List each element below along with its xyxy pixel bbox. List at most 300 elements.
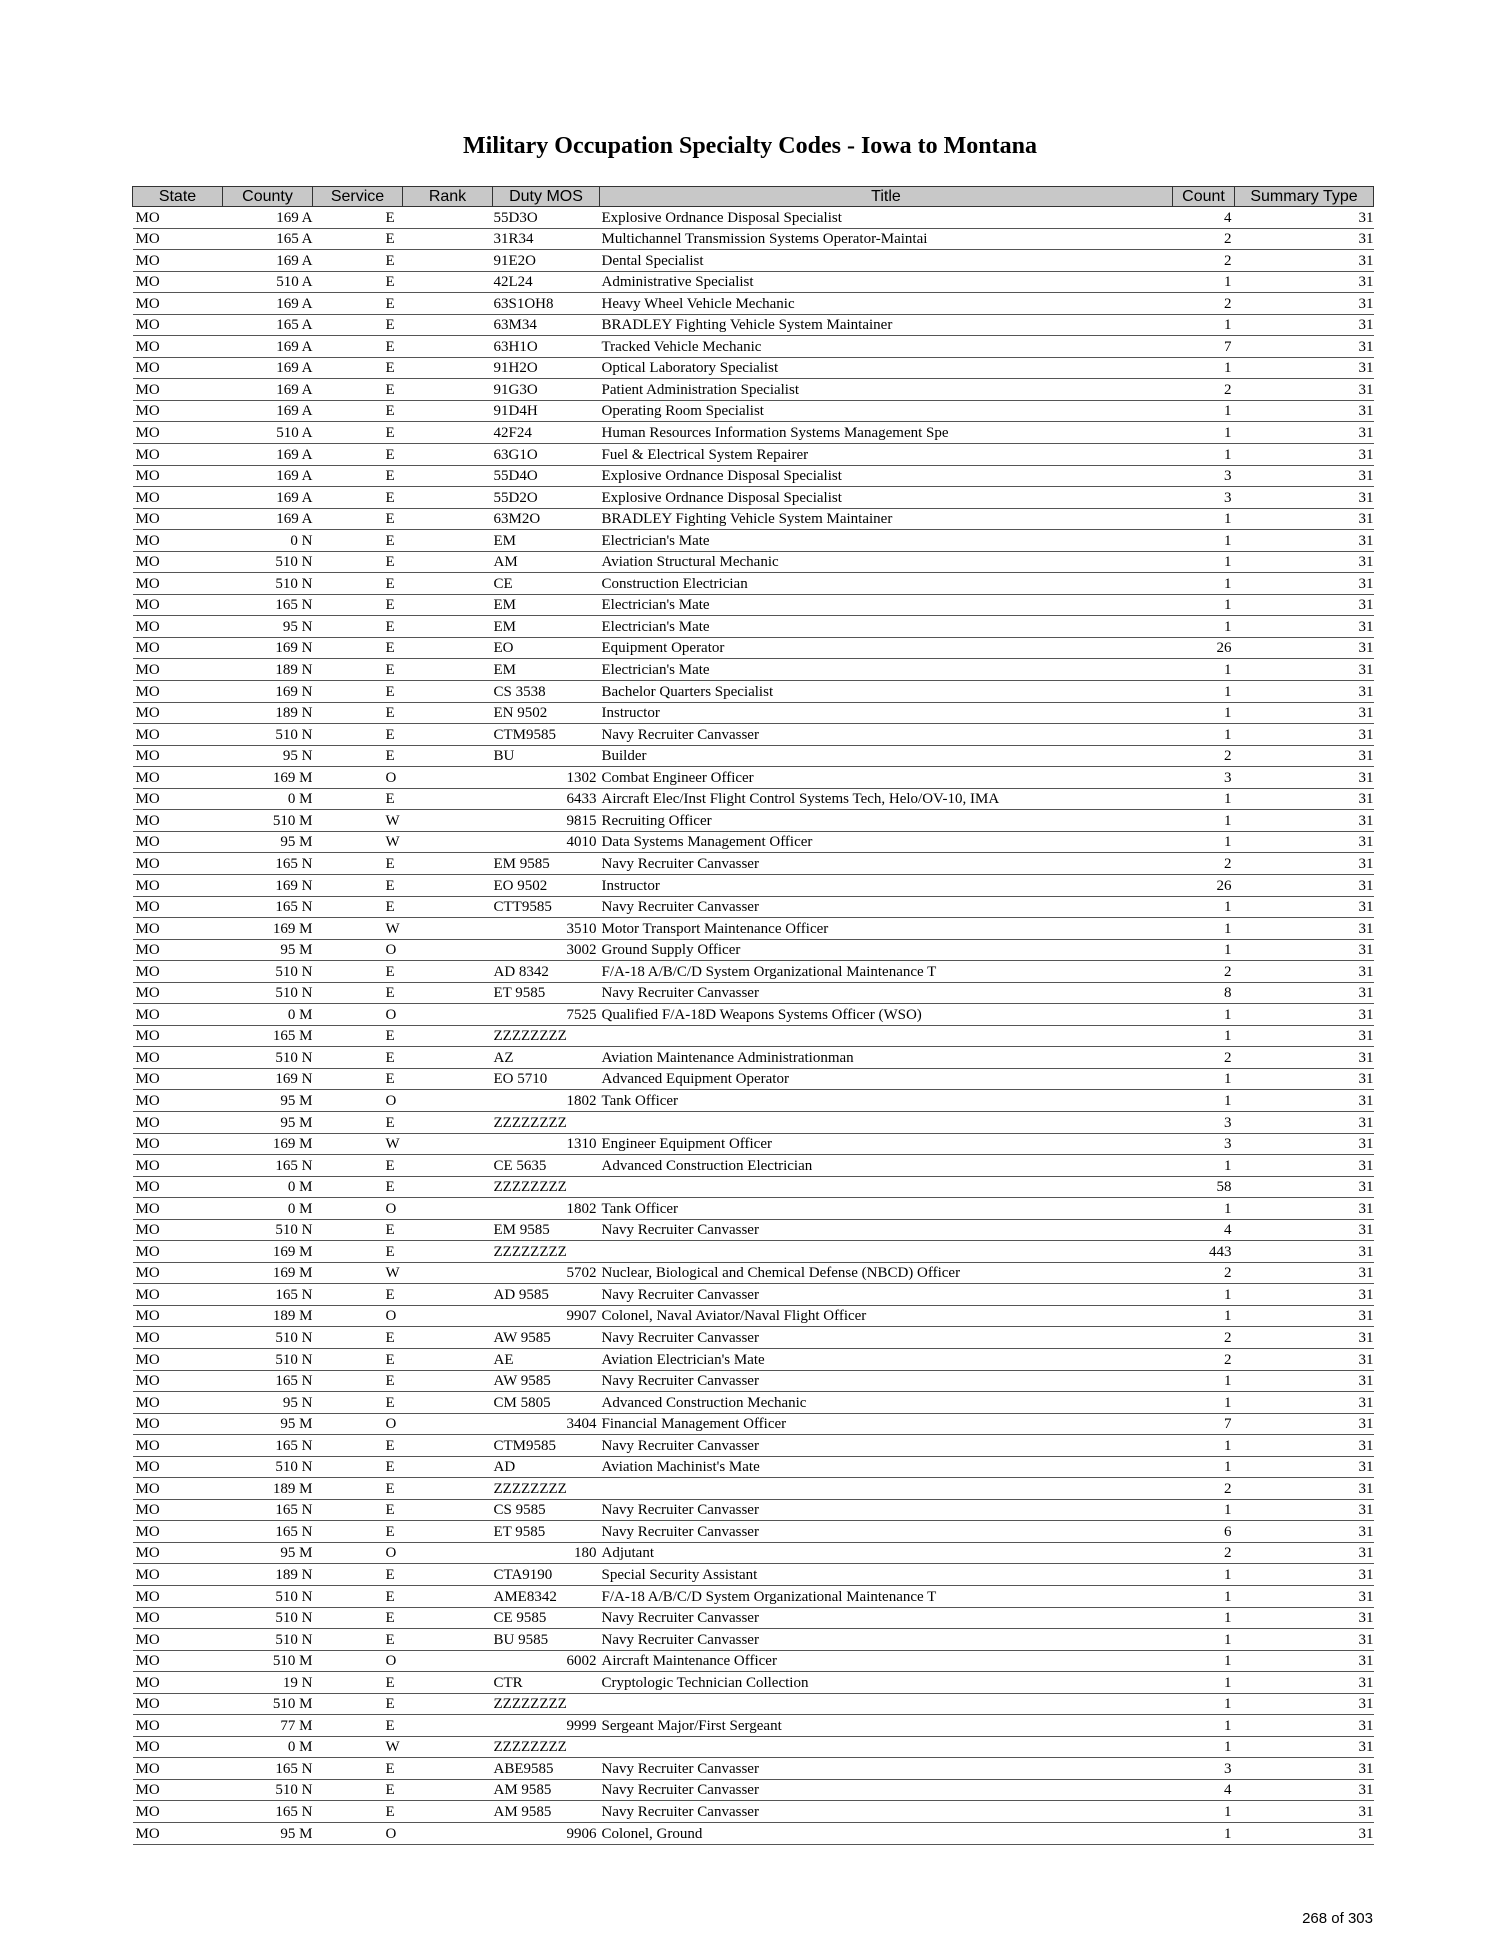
service-cell <box>313 918 403 940</box>
count-cell: 1 <box>1173 1629 1235 1651</box>
state-cell: MO <box>133 1542 223 1564</box>
summary-type-cell: 31 <box>1235 1499 1374 1521</box>
duty-mos-cell: ZZZZZZZZ <box>493 1478 600 1500</box>
service-value: W <box>385 834 400 851</box>
rank-cell <box>403 1284 493 1306</box>
service-cell <box>313 551 403 573</box>
title-cell: Advanced Construction Mechanic <box>600 1392 1173 1414</box>
duty-mos-cell: ZZZZZZZZ <box>493 1241 600 1263</box>
title-cell: Construction Electrician <box>600 573 1173 595</box>
service-cell <box>313 1133 403 1155</box>
service-value: E <box>385 618 395 635</box>
title-cell: Navy Recruiter Canvasser <box>600 724 1173 746</box>
county-cell: 169 A <box>223 336 313 358</box>
service-value: E <box>385 985 395 1002</box>
summary-type-cell: 31 <box>1235 1413 1374 1435</box>
county-cell: 165 N <box>223 853 313 875</box>
summary-type-cell: 31 <box>1235 465 1374 487</box>
service-cell <box>313 659 403 681</box>
service-cell <box>313 1155 403 1177</box>
state-cell: MO <box>133 810 223 832</box>
service-cell <box>313 379 403 401</box>
service-cell <box>313 1198 403 1220</box>
summary-type-cell: 31 <box>1235 637 1374 659</box>
count-cell: 2 <box>1173 1478 1235 1500</box>
state-cell: MO <box>133 1499 223 1521</box>
service-cell <box>313 357 403 379</box>
duty-mos-cell: BU <box>493 745 600 767</box>
count-cell: 1 <box>1173 1607 1235 1629</box>
duty-mos-cell <box>493 1262 600 1284</box>
service-cell <box>313 1693 403 1715</box>
count-cell: 1 <box>1173 1736 1235 1758</box>
title-cell: Aircraft Elec/Inst Flight Control Systems Tech, Helo/OV-10, IMA <box>600 788 1173 810</box>
summary-type-cell: 31 <box>1235 1736 1374 1758</box>
county-cell: 0 N <box>223 530 313 552</box>
rank-cell <box>403 594 493 616</box>
summary-type-cell: 31 <box>1235 1219 1374 1241</box>
service-cell <box>313 1586 403 1608</box>
summary-type-cell: 31 <box>1235 1284 1374 1306</box>
rank-cell <box>403 1478 493 1500</box>
rank-cell <box>403 1629 493 1651</box>
rank-cell <box>403 1586 493 1608</box>
service-value: E <box>385 209 395 226</box>
service-value: E <box>385 317 395 334</box>
rank-cell <box>403 1435 493 1457</box>
duty-mos-cell: 63H1O <box>493 336 600 358</box>
count-cell: 2 <box>1173 961 1235 983</box>
rank-cell <box>403 1392 493 1414</box>
summary-type-cell: 31 <box>1235 444 1374 466</box>
service-cell <box>313 1542 403 1564</box>
count-cell: 3 <box>1173 1133 1235 1155</box>
county-cell: 165 N <box>223 1758 313 1780</box>
count-cell: 1 <box>1173 1672 1235 1694</box>
state-cell: MO <box>133 1219 223 1241</box>
title-cell: Optical Laboratory Specialist <box>600 357 1173 379</box>
county-cell: 510 M <box>223 810 313 832</box>
title-cell <box>600 1025 1173 1047</box>
rank-cell <box>403 616 493 638</box>
service-cell <box>313 508 403 530</box>
county-cell: 165 N <box>223 896 313 918</box>
rank-cell <box>403 1736 493 1758</box>
service-cell <box>313 1413 403 1435</box>
service-cell <box>313 1456 403 1478</box>
state-cell: MO <box>133 228 223 250</box>
duty-mos-value: 9906 <box>566 1825 597 1842</box>
county-cell: 169 A <box>223 465 313 487</box>
state-cell: MO <box>133 207 223 229</box>
duty-mos-cell <box>493 788 600 810</box>
rank-cell <box>403 1305 493 1327</box>
service-value: E <box>385 1804 395 1821</box>
service-cell <box>313 874 403 896</box>
table-row <box>133 1823 1374 1845</box>
table-row <box>133 1348 1374 1370</box>
service-cell <box>313 1607 403 1629</box>
county-cell: 510 N <box>223 1586 313 1608</box>
service-value: O <box>385 1653 397 1670</box>
state-cell: MO <box>133 1305 223 1327</box>
state-cell: MO <box>133 573 223 595</box>
state-cell: MO <box>133 1736 223 1758</box>
title-cell: F/A-18 A/B/C/D System Organizational Maintenance T <box>600 961 1173 983</box>
table-row <box>133 1392 1374 1414</box>
county-cell: 165 N <box>223 1499 313 1521</box>
service-value: E <box>385 1373 395 1390</box>
service-value: E <box>385 963 395 980</box>
summary-type-cell: 31 <box>1235 659 1374 681</box>
table-row <box>133 961 1374 983</box>
service-cell <box>313 1241 403 1263</box>
county-cell: 510 N <box>223 1779 313 1801</box>
title-cell: Heavy Wheel Vehicle Mechanic <box>600 293 1173 315</box>
table-row <box>133 314 1374 336</box>
title-cell: Navy Recruiter Canvasser <box>600 853 1173 875</box>
duty-mos-cell: 63S1OH8 <box>493 293 600 315</box>
service-value: E <box>385 1071 395 1088</box>
duty-mos-cell: 63M2O <box>493 508 600 530</box>
state-cell: MO <box>133 530 223 552</box>
rank-cell <box>403 1219 493 1241</box>
county-cell: 169 A <box>223 379 313 401</box>
service-value: E <box>385 1157 395 1174</box>
table-row <box>133 1801 1374 1823</box>
table-row <box>133 681 1374 703</box>
table-row <box>133 918 1374 940</box>
count-cell: 1 <box>1173 1068 1235 1090</box>
title-cell: Bachelor Quarters Specialist <box>600 681 1173 703</box>
table-row <box>133 1155 1374 1177</box>
state-cell: MO <box>133 465 223 487</box>
table-row <box>133 1736 1374 1758</box>
duty-mos-cell: ZZZZZZZZ <box>493 1176 600 1198</box>
title-cell: Human Resources Information Systems Management Spe <box>600 422 1173 444</box>
table-row <box>133 357 1374 379</box>
service-cell <box>313 1801 403 1823</box>
summary-type-cell: 31 <box>1235 961 1374 983</box>
count-cell: 6 <box>1173 1521 1235 1543</box>
duty-mos-cell: EM <box>493 616 600 638</box>
count-cell: 2 <box>1173 745 1235 767</box>
summary-type-cell: 31 <box>1235 1564 1374 1586</box>
duty-mos-cell: 31R34 <box>493 228 600 250</box>
duty-mos-cell: CTT9585 <box>493 896 600 918</box>
state-cell: MO <box>133 1198 223 1220</box>
summary-type-cell: 31 <box>1235 788 1374 810</box>
service-cell <box>313 681 403 703</box>
count-cell: 1 <box>1173 1004 1235 1026</box>
count-cell: 1 <box>1173 810 1235 832</box>
title-cell: Electrician's Mate <box>600 594 1173 616</box>
title-cell: Advanced Construction Electrician <box>600 1155 1173 1177</box>
service-value: E <box>385 511 395 528</box>
state-cell: MO <box>133 357 223 379</box>
duty-mos-cell: ABE9585 <box>493 1758 600 1780</box>
state-cell: MO <box>133 1025 223 1047</box>
summary-type-cell: 31 <box>1235 745 1374 767</box>
service-cell <box>313 724 403 746</box>
county-cell: 95 N <box>223 616 313 638</box>
rank-cell <box>403 1133 493 1155</box>
count-cell: 26 <box>1173 874 1235 896</box>
state-cell: MO <box>133 616 223 638</box>
duty-mos-cell: 55D2O <box>493 487 600 509</box>
duty-mos-cell <box>493 1004 600 1026</box>
service-value: E <box>385 662 395 679</box>
title-cell: Navy Recruiter Canvasser <box>600 1284 1173 1306</box>
title-cell: BRADLEY Fighting Vehicle System Maintainer <box>600 314 1173 336</box>
county-cell: 0 M <box>223 788 313 810</box>
table-row <box>133 1219 1374 1241</box>
state-cell: MO <box>133 1586 223 1608</box>
count-cell: 2 <box>1173 379 1235 401</box>
summary-type-cell: 31 <box>1235 702 1374 724</box>
summary-type-cell: 31 <box>1235 336 1374 358</box>
summary-type-cell: 31 <box>1235 400 1374 422</box>
service-value: E <box>385 877 395 894</box>
column-header-summary-type: Summary Type <box>1235 187 1374 207</box>
rank-cell <box>403 314 493 336</box>
title-cell: Aviation Maintenance Administrationman <box>600 1047 1173 1069</box>
summary-type-cell: 31 <box>1235 681 1374 703</box>
service-cell <box>313 1004 403 1026</box>
summary-type-cell: 31 <box>1235 1348 1374 1370</box>
count-cell: 4 <box>1173 207 1235 229</box>
title-cell: Motor Transport Maintenance Officer <box>600 918 1173 940</box>
duty-mos-cell: CE 9585 <box>493 1607 600 1629</box>
state-cell: MO <box>133 1262 223 1284</box>
title-cell: Builder <box>600 745 1173 767</box>
duty-mos-cell <box>493 1133 600 1155</box>
title-cell: Navy Recruiter Canvasser <box>600 896 1173 918</box>
rank-cell <box>403 1090 493 1112</box>
service-cell <box>313 1478 403 1500</box>
service-cell <box>313 573 403 595</box>
state-cell: MO <box>133 1823 223 1845</box>
table-row <box>133 1564 1374 1586</box>
count-cell: 1 <box>1173 788 1235 810</box>
count-cell: 1 <box>1173 1198 1235 1220</box>
summary-type-cell: 31 <box>1235 508 1374 530</box>
county-cell: 189 M <box>223 1478 313 1500</box>
state-cell: MO <box>133 982 223 1004</box>
service-cell <box>313 1499 403 1521</box>
county-cell: 189 N <box>223 1564 313 1586</box>
table-row <box>133 1133 1374 1155</box>
county-cell: 165 A <box>223 228 313 250</box>
service-value: O <box>385 1200 397 1217</box>
summary-type-cell: 31 <box>1235 1198 1374 1220</box>
count-cell: 1 <box>1173 1435 1235 1457</box>
rank-cell <box>403 573 493 595</box>
duty-mos-cell: ET 9585 <box>493 1521 600 1543</box>
service-cell <box>313 465 403 487</box>
summary-type-cell: 31 <box>1235 1025 1374 1047</box>
state-cell: MO <box>133 1779 223 1801</box>
title-cell: Aviation Structural Mechanic <box>600 551 1173 573</box>
county-cell: 169 N <box>223 874 313 896</box>
service-value: E <box>385 468 395 485</box>
summary-type-cell: 31 <box>1235 487 1374 509</box>
duty-mos-cell: CM 5805 <box>493 1392 600 1414</box>
count-cell: 3 <box>1173 1758 1235 1780</box>
count-cell: 1 <box>1173 1370 1235 1392</box>
state-cell: MO <box>133 271 223 293</box>
table-row <box>133 1413 1374 1435</box>
table-row <box>133 1779 1374 1801</box>
county-cell: 510 N <box>223 551 313 573</box>
service-value: E <box>385 1329 395 1346</box>
title-cell: Aviation Machinist's Mate <box>600 1456 1173 1478</box>
duty-mos-cell: 42L24 <box>493 271 600 293</box>
table-row <box>133 874 1374 896</box>
service-value: E <box>385 899 395 916</box>
title-cell: Adjutant <box>600 1542 1173 1564</box>
title-cell: Navy Recruiter Canvasser <box>600 1435 1173 1457</box>
title-cell: Instructor <box>600 874 1173 896</box>
county-cell: 165 M <box>223 1025 313 1047</box>
county-cell: 95 M <box>223 831 313 853</box>
title-cell: Data Systems Management Officer <box>600 831 1173 853</box>
state-cell: MO <box>133 896 223 918</box>
service-value: E <box>385 1631 395 1648</box>
county-cell: 0 M <box>223 1198 313 1220</box>
table-row <box>133 1499 1374 1521</box>
rank-cell <box>403 724 493 746</box>
state-cell: MO <box>133 1370 223 1392</box>
state-cell: MO <box>133 1607 223 1629</box>
county-cell: 169 A <box>223 250 313 272</box>
summary-type-cell: 31 <box>1235 616 1374 638</box>
count-cell: 1 <box>1173 594 1235 616</box>
title-cell: Tank Officer <box>600 1198 1173 1220</box>
duty-mos-cell: ET 9585 <box>493 982 600 1004</box>
county-cell: 95 M <box>223 939 313 961</box>
service-cell <box>313 1176 403 1198</box>
county-cell: 165 N <box>223 1284 313 1306</box>
state-cell: MO <box>133 1693 223 1715</box>
count-cell: 1 <box>1173 896 1235 918</box>
table-row <box>133 250 1374 272</box>
count-cell: 1 <box>1173 659 1235 681</box>
count-cell: 3 <box>1173 1111 1235 1133</box>
duty-mos-cell: 63M34 <box>493 314 600 336</box>
rank-cell <box>403 939 493 961</box>
rank-cell <box>403 982 493 1004</box>
service-value: E <box>385 252 395 269</box>
summary-type-cell: 31 <box>1235 1111 1374 1133</box>
service-cell <box>313 896 403 918</box>
rank-cell <box>403 207 493 229</box>
duty-mos-cell: EO 5710 <box>493 1068 600 1090</box>
count-cell: 1 <box>1173 1305 1235 1327</box>
state-cell: MO <box>133 831 223 853</box>
county-cell: 169 A <box>223 293 313 315</box>
summary-type-cell: 31 <box>1235 853 1374 875</box>
service-cell <box>313 788 403 810</box>
state-cell: MO <box>133 724 223 746</box>
state-cell: MO <box>133 1068 223 1090</box>
state-cell: MO <box>133 1133 223 1155</box>
service-value: E <box>385 554 395 571</box>
service-value: E <box>385 855 395 872</box>
count-cell: 1 <box>1173 1693 1235 1715</box>
page-title: Military Occupation Specialty Codes - Iowa to Montana <box>463 133 1037 159</box>
service-value: E <box>385 1049 395 1066</box>
summary-type-cell: 31 <box>1235 1305 1374 1327</box>
service-value: O <box>385 1416 397 1433</box>
county-cell: 510 A <box>223 422 313 444</box>
service-cell <box>313 1564 403 1586</box>
state-cell: MO <box>133 314 223 336</box>
service-value: E <box>385 705 395 722</box>
column-header-county: County <box>223 187 313 207</box>
rank-cell <box>403 1607 493 1629</box>
county-cell: 510 N <box>223 1047 313 1069</box>
count-cell: 2 <box>1173 293 1235 315</box>
duty-mos-cell: CS 3538 <box>493 681 600 703</box>
rank-cell <box>403 465 493 487</box>
state-cell: MO <box>133 1111 223 1133</box>
service-cell <box>313 853 403 875</box>
count-cell: 1 <box>1173 918 1235 940</box>
service-value: E <box>385 791 395 808</box>
service-value: E <box>385 425 395 442</box>
service-value: E <box>385 338 395 355</box>
county-cell: 95 N <box>223 745 313 767</box>
rank-cell <box>403 400 493 422</box>
title-cell: Explosive Ordnance Disposal Specialist <box>600 487 1173 509</box>
count-cell: 1 <box>1173 831 1235 853</box>
service-value: O <box>385 1092 397 1109</box>
title-cell: Special Security Assistant <box>600 1564 1173 1586</box>
title-cell: Electrician's Mate <box>600 530 1173 552</box>
summary-type-cell: 31 <box>1235 831 1374 853</box>
title-cell: Electrician's Mate <box>600 659 1173 681</box>
title-cell: Navy Recruiter Canvasser <box>600 1758 1173 1780</box>
service-value: E <box>385 1394 395 1411</box>
rank-cell <box>403 788 493 810</box>
count-cell: 7 <box>1173 1413 1235 1435</box>
service-value: E <box>385 1243 395 1260</box>
title-cell: Financial Management Officer <box>600 1413 1173 1435</box>
count-cell: 1 <box>1173 551 1235 573</box>
table-row <box>133 1047 1374 1069</box>
service-value: E <box>385 1674 395 1691</box>
county-cell: 165 N <box>223 1435 313 1457</box>
duty-mos-cell: ZZZZZZZZ <box>493 1693 600 1715</box>
rank-cell <box>403 637 493 659</box>
title-cell: Aviation Electrician's Mate <box>600 1348 1173 1370</box>
title-cell: Navy Recruiter Canvasser <box>600 1801 1173 1823</box>
state-cell: MO <box>133 788 223 810</box>
table-row <box>133 228 1374 250</box>
duty-mos-value: 7525 <box>566 1006 597 1023</box>
state-cell: MO <box>133 1672 223 1694</box>
duty-mos-value: 6433 <box>566 791 597 808</box>
state-cell: MO <box>133 681 223 703</box>
summary-type-cell: 31 <box>1235 767 1374 789</box>
duty-mos-cell: BU 9585 <box>493 1629 600 1651</box>
rank-cell <box>403 853 493 875</box>
table-row <box>133 1198 1374 1220</box>
table-row <box>133 1090 1374 1112</box>
state-cell: MO <box>133 422 223 444</box>
table-row <box>133 422 1374 444</box>
